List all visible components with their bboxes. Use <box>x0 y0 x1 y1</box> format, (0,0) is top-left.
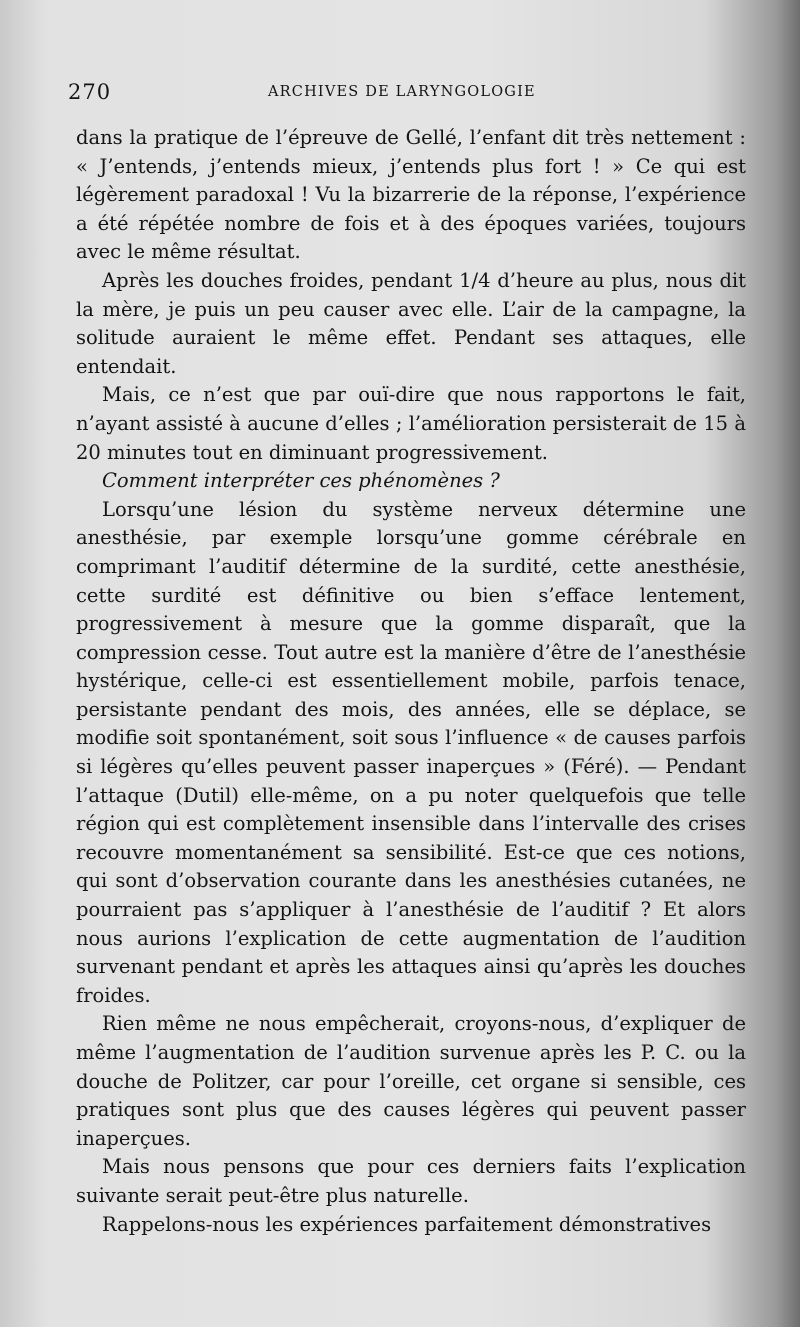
paragraph-7: Mais nous pensons que pour ces derniers faits l’explication suivante serait peut-être plus naturelle. <box>76 1155 746 1207</box>
page-header <box>68 80 738 110</box>
italic-question: Comment interpréter ces phénomènes ? <box>102 469 500 493</box>
paragraph-5: Lorsqu’une lésion du système nerveux détermine une anesthésie, par exemple lorsqu’une gomme cérébrale en comprimant l’auditif détermine de la surdité, cette anesthésie, cette surdité est définitive ou bien s’efface lentement, progressivement à mesure que la gomme disparaît, que la compression cesse. Tout autre est la manière d’être de l’anesthésie hystérique, celle-ci est essentiellement mobile, parfois tenace, persistante pendant des mois, des années, elle se déplace, se modifie soit spontanément, soit sous l’influence « de causes parfois si légères qu’elles peuvent passer inaperçues » (Féré). — Pendant l’attaque (Dutil) elle-même, on a pu noter quelquefois que telle région qui est complètement insensible dans l’intervalle des crises recouvre momentanément sa sensibilité. Est-ce que ces notions, qui sont d’observation courante dans les anesthésies cutanées, ne pourraient pas s’appliquer à l’anesthésie de l’auditif ? Et alors nous aurions l’explication de cette augmentation de l’audition survenant pendant et après les attaques ainsi qu’après les douches froides. <box>76 497 746 1007</box>
paragraph-6: Rien même ne nous empêcherait, croyons-nous, d’expliquer de même l’augmentation de l’audition survenue après les P. C. ou la douche de Politzer, car pour l’oreille, cet organe si sensible, ces pratiques sont plus que des causes légères qui peuvent passer inaperçues. <box>76 1012 746 1150</box>
running-title: ARCHIVES DE LARYNGOLOGIE <box>268 84 536 100</box>
paragraph-8: Rappelons-nous les expériences parfaitement démonstratives <box>102 1212 712 1236</box>
body-text <box>76 124 746 1239</box>
paragraph-2: Après les douches froides, pendant 1/4 d’heure au plus, nous dit la mère, je puis un peu causer avec elle. L’air de la campagne, la solitude auraient le même effet. Pendant ses attaques, elle entendait. <box>76 268 746 378</box>
paragraph-1: dans la pratique de l’épreuve de Gellé, l’enfant dit très nettement : « J’entends, j’entends mieux, j’entends plus fort ! » Ce qui est légèrement paradoxal ! Vu la bizarrerie de la réponse, l’expérience a été répétée nombre de fois et à des époques variées, toujours avec le même résultat. <box>76 126 746 264</box>
paragraph-3: Mais, ce n’est que par ouï-dire que nous rapportons le fait, n’ayant assisté à aucune d’elles ; l’amélioration persisterait de 15 à 20 minutes tout en diminuant progressivement. <box>76 383 746 464</box>
page-number: 270 <box>68 80 112 104</box>
